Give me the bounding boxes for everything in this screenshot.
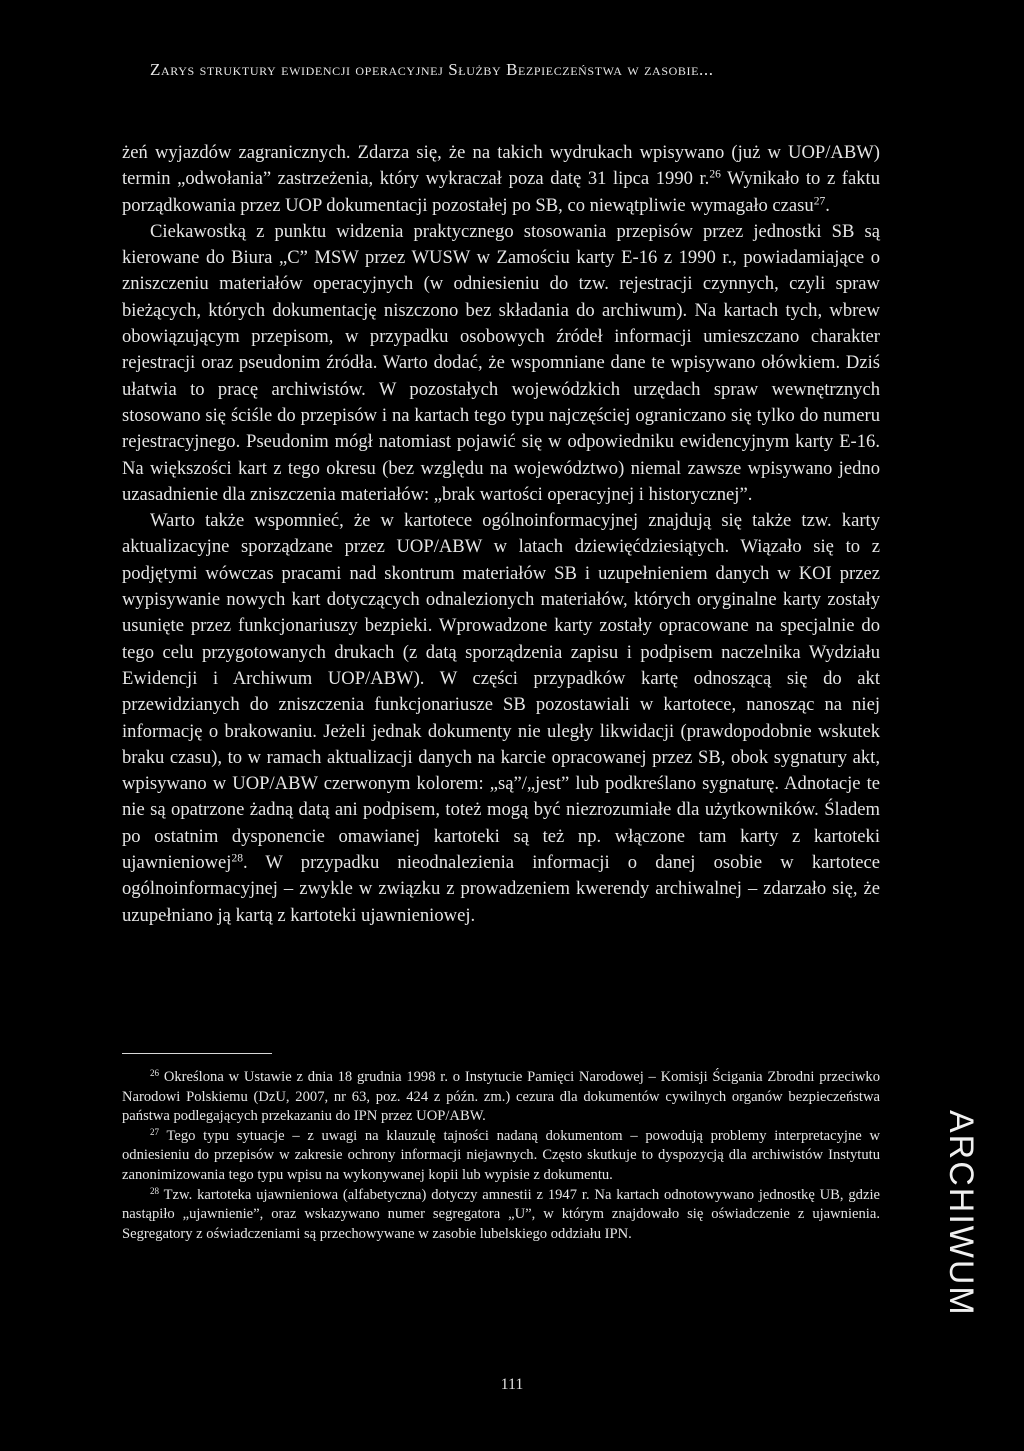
page-number: 111 — [500, 1376, 524, 1393]
footnotes — [122, 1068, 880, 1244]
paragraph-1 — [122, 140, 880, 219]
paragraph-3-text-a: Warto także wspomnieć, że w kartotece ogólnoinformacyjnej znajdują się także tzw. karty aktualizacyjne sporządzane przez UOP/ABW w latach dziewięćdziesiątych. Wiązało się to z podjętymi wówczas pracami nad skontrum materiałów SB i uzupełnieniem danych w KOI przez wypisywanie nowych kart dotyczących odnalezionych materiałów, których oryginalne karty zostały usunięte przez funkcjonariuszy bezpieki. Wprowadzone karty zostały opracowane na specjalnie do tego celu przygotowanych drukach (z datą sporządzenia zapisu i podpisem naczelnika Wydziału Ewidencji i Archiwum UOP/ABW). W części przypadków kartę odnoszącą się do akt przewidzianych do zniszczenia funkcjonariusze SB pozostawiali w kartotece, nanosząc na niej informację o brakowaniu. Jeżeli jednak dokumenty nie uległy likwidacji (prawdopodobnie wskutek braku czasu), to w ramach aktualizacji danych na karcie opracowanej przez SB, obok sygnatury akt, wpisywano w UOP/ABW czerwonym kolorem: „są”/„jest” lub podkreślano sygnaturę. Adnotacje te nie są opatrzone żadną datą ani podpisem, toteż mogą być niezrozumiałe dla użytkowników. Śladem po ostatnim dysponencie omawianej kartoteki są też np. włączone tam karty z kartoteki ujawnieniowej — [122, 510, 880, 874]
footnote-text: Tzw. kartoteka ujawnieniowa (alfabetyczna) dotyczy amnestii z 1947 r. Na kartach odnotowywano jednostkę UB, gdzie nastąpiło „ujawnienie”, oraz wskazywano numer segregatora „U”, w którym znajdowało się oświadczenie z ujawnienia. Segregatory z oświadczeniami są przechowywane w zasobie lubelskiego oddziału IPN. — [122, 1186, 880, 1242]
paragraph-1-text-c: . — [825, 194, 830, 216]
footnote-26 — [122, 1068, 880, 1127]
running-header: Zarys struktury ewidencji operacyjnej Służby Bezpieczeństwa w zasobie... — [150, 60, 714, 79]
footnote-text: Tego typu sytuacje – z uwagi na klauzulę tajności nadaną dokumentom – powodują problemy interpretacyjne w odniesieniu do przepisów w zakresie ochrony informacji niejawnych. Często skutkuje to dyspozycją dla archiwistów Instytutu zanonimizowania tego typu wpisu na wykonywanej kopii lub wypisie z dokumentu. — [122, 1127, 880, 1183]
footnote-ref-27[interactable]: 27 — [813, 195, 826, 208]
footnote-ref-26[interactable]: 26 — [709, 168, 721, 181]
paragraph-2: Ciekawostką z punktu widzenia praktycznego stosowania przepisów przez jednostki SB są kierowane do Biura „C” MSW przez WUSW w Zamościu karty E-16 z 1990 r., powiadamiające o zniszczeniu materiałów operacyjnych (w odniesieniu do tzw. rejestracji czynnych, czyli spraw bieżących, których dokumentację niszczono bez składania do archiwum). Na kartach tych, wbrew obowiązującym przepisom, w przypadku osobowych źródeł informacji umieszczano charakter rejestracji oraz pseudonim źródła. Warto dodać, że wspomniane dane te wpisywano ołówkiem. Dziś ułatwia to pracę archiwistów. W pozostałych wojewódzkich urzędach spraw wewnętrznych stosowano się ściśle do przepisów i na kartach tego typu najczęściej ograniczano się tylko do numeru rejestracyjnego. Pseudonim mógł natomiast pojawić się w odpowiedniku ewidencyjnym karty E-16. Na większości kart z tego okresu (bez względu na województwo) niemal zawsze wpisywano jedno uzasadnienie dla zniszczenia materiałów: „brak wartości operacyjnej i historycznej”. — [122, 220, 880, 505]
footnote-divider — [122, 1053, 272, 1054]
paragraph-1-text-a: żeń wyjazdów zagranicznych. Zdarza się, że na takich wydrukach wpisywano (już w UOP/ABW) termin „odwołania” zastrzeżenia, który wykraczał poza datę 31 lipca 1990 r. — [122, 142, 880, 190]
body-text — [122, 140, 880, 929]
paragraph-3 — [122, 508, 880, 929]
footnote-28 — [122, 1186, 880, 1245]
footnote-text: Określona w Ustawie z dnia 18 grudnia 1998 r. o Instytucie Pamięci Narodowej – Komisji Ścigania Zbrodni przeciwko Narodowi Polskiemu (DzU, 2007, nr 63, poz. 424 z późn. zm.) cezura dla dokumentów cywilnych organów bezpieczeństwa państwa podlegających przekazaniu do IPN przez UOP/ABW. — [122, 1069, 880, 1125]
footnote-ref-28[interactable]: 28 — [231, 852, 243, 865]
footnote-27 — [122, 1127, 880, 1186]
journal-side-label: ARCHIWUM — [942, 1110, 980, 1317]
footnote-number: 27 — [150, 1126, 160, 1137]
footnote-number: 26 — [150, 1068, 160, 1079]
paragraph-1-text-b: Wynikało to z faktu porządkowania przez UOP dokumentacji pozostałej po SB, co niewątpliwie wymagało czasu — [122, 168, 880, 216]
footnote-number: 28 — [150, 1185, 160, 1196]
paragraph-3-text-b: . W przypadku nieodnalezienia informacji o danej osobie w kartotece ogólnoinformacyjnej – zwykle w związku z prowadzeniem kwerendy archiwalnej – zdarzało się, że uzupełniano ją kartą z kartoteki ujawnieniowej. — [122, 852, 880, 926]
